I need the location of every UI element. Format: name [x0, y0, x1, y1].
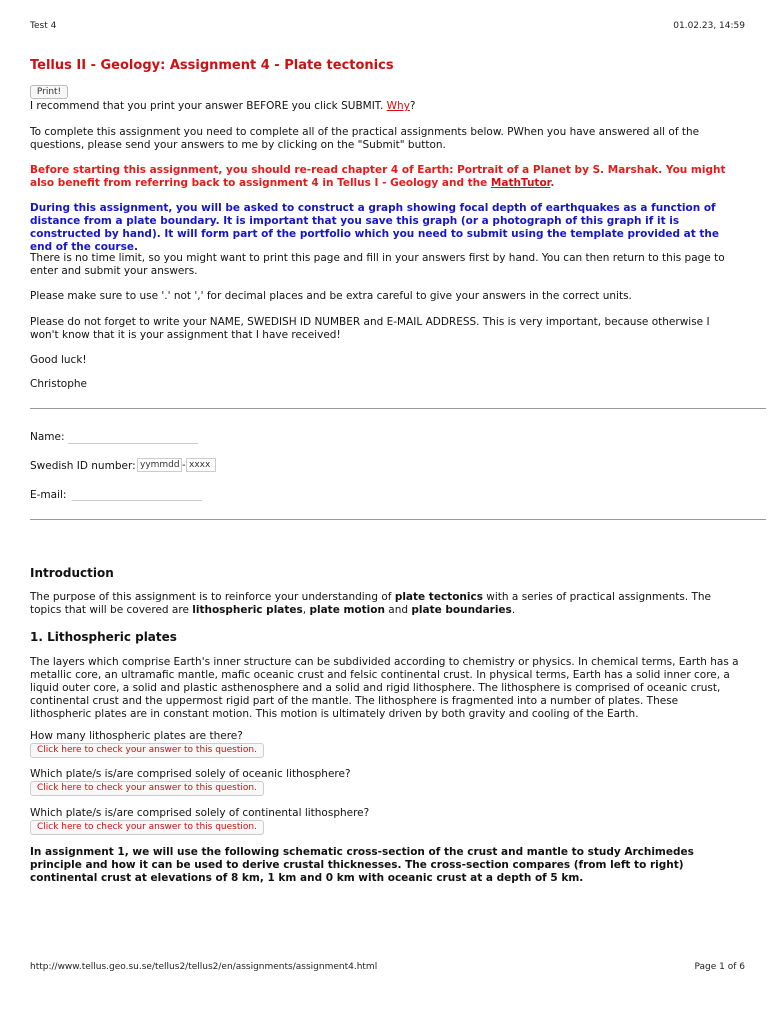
intro-term: lithospheric plates — [192, 604, 303, 616]
intro-text-part: . — [511, 604, 516, 616]
recommend-text: I recommend that you print your answer BEFORE you click SUBMIT. — [30, 100, 387, 112]
check-answer-button[interactable]: Click here to check your answer to this question. — [30, 820, 264, 835]
name-input[interactable] — [68, 430, 198, 444]
decimal-note: Please make sure to use '.' not ',' for decimal places and be extra careful to give your answers in the correct units. — [30, 290, 632, 302]
intro-text-part: The purpose of this assignment is to reinforce your understanding of — [30, 591, 395, 603]
introduction-text — [30, 591, 740, 617]
completion-instructions: To complete this assignment you need to complete all of the practical assignments below. PWhen you have answered all of the questions, please send your answers to me by clicking on the "Submit" button. — [30, 126, 700, 151]
email-label: E-mail: — [30, 489, 67, 501]
name-reminder: Please do not forget to write your NAME, SWEDISH ID NUMBER and E-MAIL ADDRESS. This is very important, because otherwise I won't know that it is your assignment that I have received! — [30, 316, 710, 341]
divider — [30, 519, 766, 520]
recommend-suffix: ? — [409, 100, 416, 112]
intro-text-part: with a series of practical assignments. The topics that will be covered are — [30, 591, 712, 616]
signature: Christophe — [30, 378, 88, 390]
intro-term: plate motion — [309, 604, 385, 616]
email-input[interactable] — [72, 487, 202, 501]
intro-text-part: , — [302, 604, 310, 616]
check-answer-button[interactable]: Click here to check your answer to this question. — [30, 781, 264, 796]
print-header-title: Test 4 — [30, 21, 57, 31]
page-number: Page 1 of 6 — [694, 962, 745, 972]
reread-notice — [30, 164, 740, 190]
swedish-id-label: Swedish ID number: — [30, 460, 136, 472]
id-suffix-input[interactable] — [186, 458, 216, 472]
print-header-date: 01.02.23, 14:59 — [673, 21, 745, 31]
print-recommendation — [30, 100, 740, 113]
id-dash: - — [182, 460, 186, 471]
intro-term: plate boundaries — [411, 604, 512, 616]
mathtutor-link[interactable]: MathTutor — [490, 177, 551, 189]
question-2: Which plate/s is/are comprised solely of oceanic lithosphere? — [30, 768, 351, 780]
id-date-input[interactable] — [137, 458, 182, 472]
check-answer-button[interactable]: Click here to check your answer to this question. — [30, 743, 264, 758]
intro-term: plate tectonics — [394, 591, 483, 603]
reread-suffix: . — [550, 177, 555, 189]
divider — [30, 408, 766, 409]
page-title: Tellus II - Geology: Assignment 4 - Plate tectonics — [30, 58, 394, 73]
reread-text: Before starting this assignment, you should re-read chapter 4 of Earth: Portrait of a Planet by S. Marshak. You might also benefit from referring back to assignment 4 in Tellus I - Geology and the — [30, 164, 726, 189]
print-button[interactable]: Print! — [30, 85, 68, 99]
name-label: Name: — [30, 431, 65, 443]
lithosphere-text: The layers which comprise Earth's inner structure can be subdivided according to chemistry or physics. In chemical terms, Earth has a metallic core, an ultramafic mantle, mafic oceanic crust and felsic continental crust. In physical terms, Earth has a solid inner core, a liquid outer core, a solid and plastic asthenosphere and a solid and rigid lithosphere. The lithosphere is comprised of oceanic crust, continental crust and the uppermost rigid part of the mantle. The lithosphere is fragmented into a number of plates. These lithospheric plates are in constant motion. This motion is ultimately driven by both gravity and cooling of the Earth. — [30, 656, 739, 720]
intro-text-part: and — [384, 604, 412, 616]
good-luck: Good luck! — [30, 354, 87, 366]
print-footer-url: http://www.tellus.geo.su.se/tellus2/tellus2/en/assignments/assignment4.html — [30, 962, 378, 972]
question-1: How many lithospheric plates are there? — [30, 730, 243, 742]
question-3: Which plate/s is/are comprised solely of continental lithosphere? — [30, 807, 370, 819]
cross-section-intro: In assignment 1, we will use the following schematic cross-section of the crust and mantle to study Archimedes principle and how it can be used to derive crustal thicknesses. The cross-section compares (from left to right) continental crust at elevations of 8 km, 1 km and 0 km with oceanic crust at a depth of 5 km. — [30, 846, 694, 884]
graph-notice: During this assignment, you will be asked to construct a graph showing focal depth of earthquakes as a function of distance from a plate boundary. It is important that you save this graph (or a photograph of this graph if it is constructed by hand). It will form part of the portfolio which you need to submit using the template provided at the end of the course. — [30, 202, 720, 253]
time-limit-note: There is no time limit, so you might want to print this page and fill in your answers first by hand. You can then return to this page to enter and submit your answers. — [30, 252, 725, 277]
section-heading-lithospheric-plates: 1. Lithospheric plates — [30, 630, 177, 644]
why-link[interactable]: Why — [386, 100, 410, 112]
introduction-heading: Introduction — [30, 566, 114, 580]
